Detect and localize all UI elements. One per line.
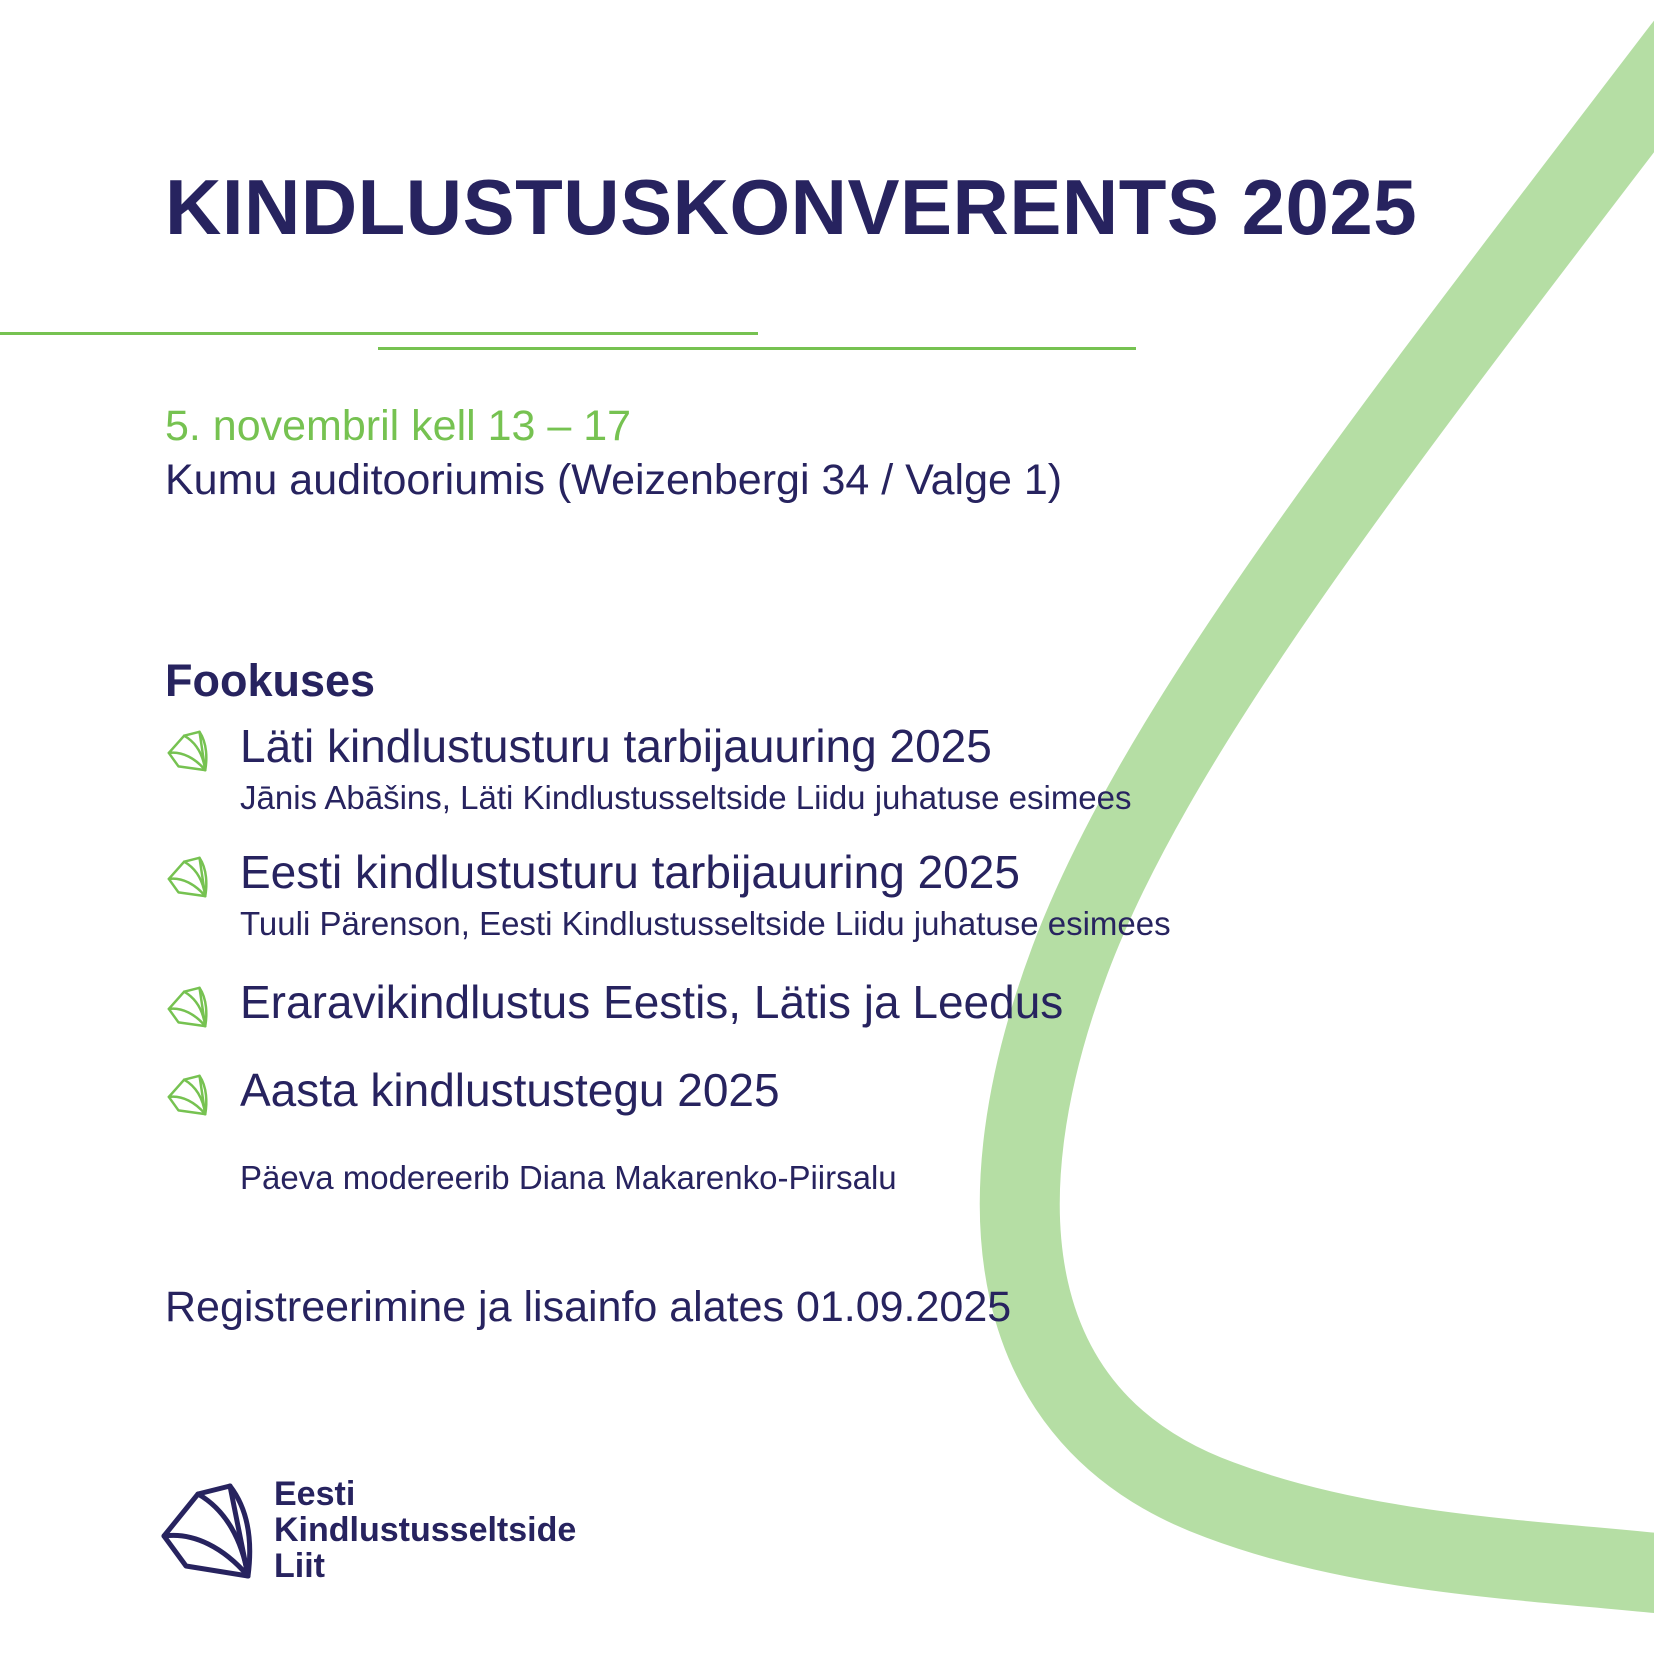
divider-line-lower bbox=[378, 347, 1136, 350]
focus-item-title: Eesti kindlustusturu tarbijauuring 2025 bbox=[240, 846, 1020, 898]
event-date-time: 5. novembril kell 13 – 17 bbox=[165, 402, 632, 450]
leaf-logo-icon bbox=[165, 728, 211, 774]
focus-item-speaker: Tuuli Pärenson, Eesti Kindlustusseltside Liidu juhatuse esimees bbox=[240, 905, 1171, 942]
logo-line-3: Liit bbox=[274, 1547, 325, 1585]
shield-leaf-icon bbox=[160, 1480, 260, 1580]
focus-item-title: Eraravikindlustus Eestis, Lätis ja Leedus bbox=[240, 976, 1064, 1028]
moderator-note: Päeva modereerib Diana Makarenko-Piirsalu bbox=[240, 1159, 897, 1196]
page-title: KINDLUSTUSKONVERENTS 2025 bbox=[165, 163, 1418, 251]
focus-heading: Fookuses bbox=[165, 655, 376, 706]
organization-name bbox=[274, 1476, 576, 1584]
logo-line-2: Kindlustusseltside bbox=[274, 1511, 577, 1549]
focus-item-title: Aasta kindlustustegu 2025 bbox=[240, 1064, 780, 1116]
logo-line-1: Eesti bbox=[274, 1475, 356, 1513]
registration-info: Registreerimine ja lisainfo alates 01.09.2025 bbox=[165, 1283, 1012, 1331]
event-venue: Kumu auditooriumis (Weizenbergi 34 / Valge 1) bbox=[165, 456, 1063, 504]
leaf-logo-icon bbox=[165, 1072, 211, 1118]
leaf-logo-icon bbox=[165, 854, 211, 900]
focus-item-title: Läti kindlustusturu tarbijauuring 2025 bbox=[240, 720, 992, 772]
organization-logo bbox=[160, 1476, 620, 1586]
leaf-logo-icon bbox=[165, 984, 211, 1030]
divider-line-upper bbox=[0, 332, 758, 335]
focus-item-speaker: Jānis Abāšins, Läti Kindlustusseltside Liidu juhatuse esimees bbox=[240, 779, 1132, 816]
